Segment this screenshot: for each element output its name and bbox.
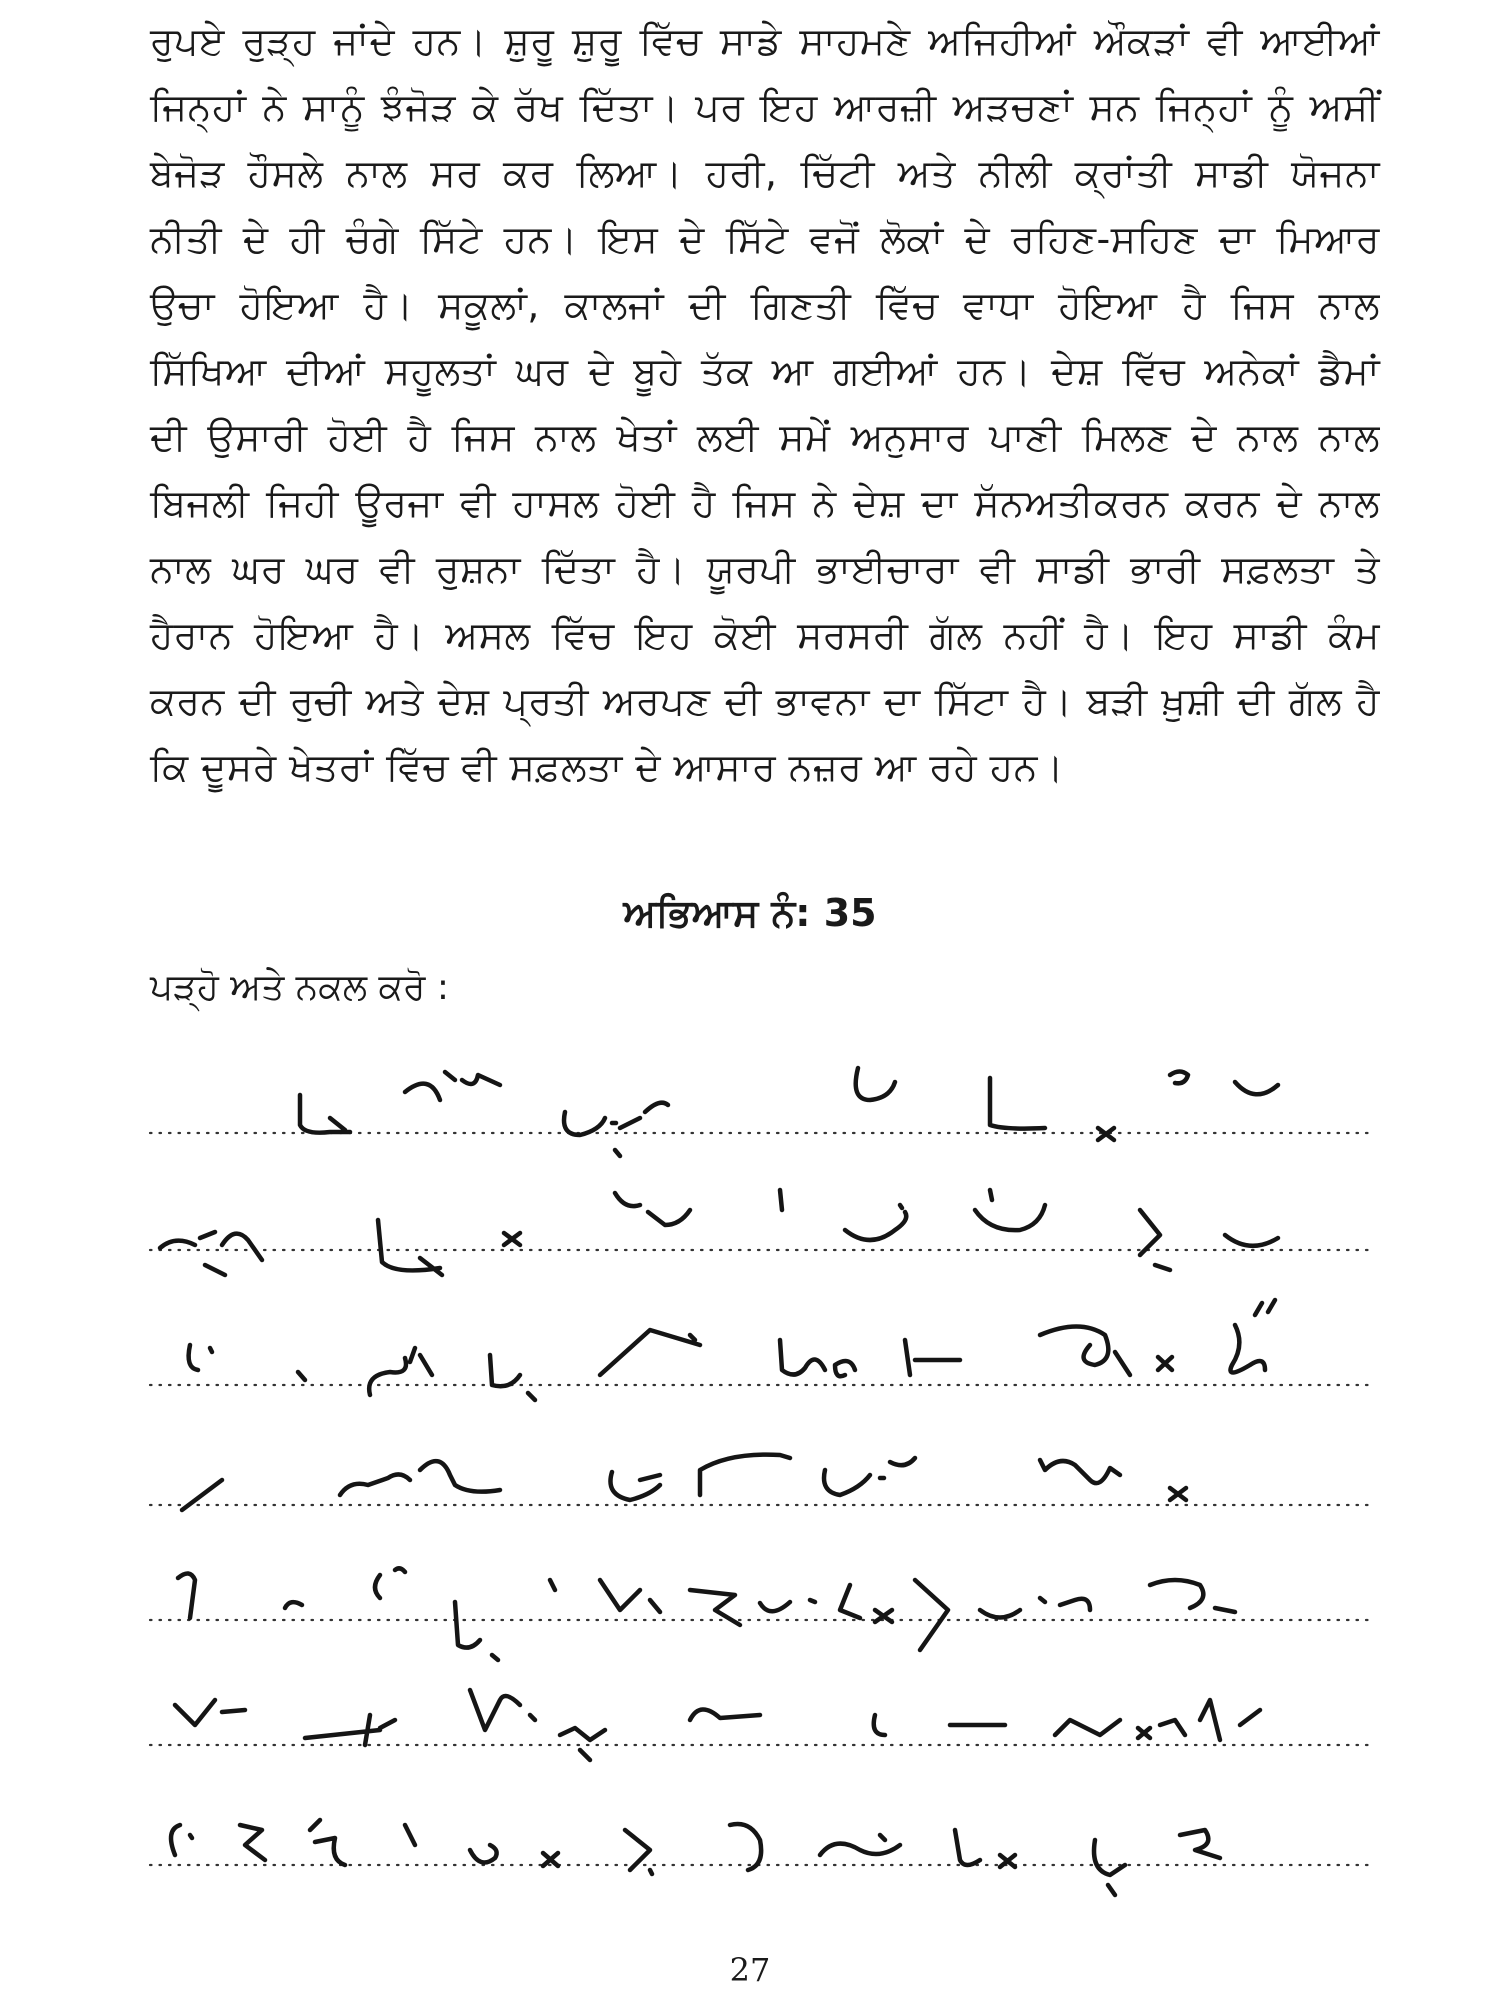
shorthand-outline (160, 1232, 262, 1275)
exercise-heading: ਅਭਿਆਸ ਨੰ: 35 (623, 891, 877, 935)
shorthand-outline (240, 1825, 265, 1860)
paragraph-line: ਸਿੱਖਿਆ ਦੀਆਂ ਸਹੂਲਤਾਂ ਘਰ ਦੇ ਬੂਹੇ ਤੱਕ ਆ ਗਈਆਂ ਹਨ। ਦੇਸ਼ ਵਿੱਚ ਅਨੇਕਾਂ ਡੈਮਾਂ (150, 349, 1380, 393)
shorthand-outline (840, 1585, 860, 1618)
shorthand-outline (189, 1345, 212, 1370)
paragraph-line: ਜਿਨ੍ਹਾਂ ਨੇ ਸਾਨੂੰ ਝੰਜੋੜ ਕੇ ਰੱਖ ਦਿੱਤਾ। ਪਰ ਇਹ ਆਰਜ਼ੀ ਅੜਚਣਾਂ ਸਨ ਜਿਨ੍ਹਾਂ ਨੂੰ ਅਸੀਂ (150, 85, 1380, 129)
shorthand-outline (375, 1568, 405, 1598)
shorthand-outline (780, 1190, 782, 1210)
shorthand-outline (1225, 1235, 1278, 1246)
shorthand-outline (490, 1355, 535, 1400)
shorthand-outline (175, 1700, 245, 1725)
paragraph-line: ਨੀਤੀ ਦੇ ਹੀ ਚੰਗੇ ਸਿੱਟੇ ਹਨ। ਇਸ ਦੇ ਸਿੱਟੇ ਵਜੋਂ ਲੋਕਾਂ ਦੇ ਰਹਿਣ-ਸਹਿਣ ਦਾ ਮਿਆਰ (150, 217, 1380, 261)
shorthand-outline (1040, 1460, 1120, 1483)
shorthand-outline (405, 1825, 415, 1845)
paragraph-line: ਹੈਰਾਨ ਹੋਇਆ ਹੈ। ਅਸਲ ਵਿੱਚ ਇਹ ਕੋਈ ਸਰਸਰੀ ਗੱਲ ਨਹੀਂ ਹੈ। ਇਹ ਸਾਡੀ ਕੰਮ (150, 613, 1380, 657)
shorthand-outline (1150, 1580, 1235, 1612)
shorthand-outline (615, 1193, 690, 1225)
paragraph-line: ਰੁਪਏ ਰੁੜ੍ਹ ਜਾਂਦੇ ਹਨ। ਸ਼ੁਰੂ ਸ਼ੁਰੂ ਵਿੱਚ ਸਾਡੇ ਸਾਹਮਣੇ ਅਜਿਹੀਆਂ ਔਕੜਾਂ ਵੀ ਆਈਆਂ (150, 19, 1380, 63)
shorthand-outline (305, 1715, 395, 1745)
shorthand-outline (915, 1580, 948, 1650)
shorthand-outline (845, 1205, 906, 1240)
shorthand-outline (730, 1824, 761, 1870)
paragraph-line: ਬਿਜਲੀ ਜਿਹੀ ਊਰਜਾ ਵੀ ਹਾਸਲ ਹੋਈ ਹੈ ਜਿਸ ਨੇ ਦੇਸ਼ ਦਾ ਸੱਨਅਤੀਕਰਨ ਕਰਨ ਦੇ ਨਾਲ (150, 481, 1380, 525)
shorthand-outline (1230, 1300, 1275, 1373)
shorthand-outline (1055, 1720, 1120, 1735)
shorthand-outline (405, 1072, 500, 1100)
shorthand-outline (550, 1580, 555, 1590)
shorthand-outline (990, 1078, 1045, 1129)
shorthand-outline (369, 1348, 432, 1395)
paragraph-line: ਬੇਜੋੜ ਹੌਸਲੇ ਨਾਲ ਸਰ ਕਰ ਲਿਆ। ਹਰੀ, ਚਿੱਟੀ ਅਤੇ ਨੀਲੀ ਕ੍ਰਾਂਤੀ ਸਾਡੀ ਯੋਜਨਾ (150, 151, 1380, 195)
exercise-instruction: ਪੜ੍ਹੋ ਅਤੇ ਨਕਲ ਕਰੋ : (150, 967, 449, 1008)
shorthand-outline (610, 1472, 660, 1500)
shorthand-outline (760, 1600, 815, 1611)
shorthand-outline (820, 1835, 900, 1855)
shorthand-outline (824, 1458, 915, 1495)
shorthand-outline (600, 1330, 700, 1375)
paragraph-line: ਕਰਨ ਦੀ ਰੁਚੀ ਅਤੇ ਦੇਸ਼ ਪ੍ਰਤੀ ਅਰਪਣ ਦੀ ਭਾਵਨਾ ਦਾ ਸਿੱਟਾ ਹੈ। ਬੜੀ ਖ਼ੁਸ਼ੀ ਦੀ ਗੱਲ ਹੈ (150, 679, 1380, 723)
shorthand-outline (1180, 1830, 1220, 1858)
shorthand-outline (1170, 1488, 1186, 1500)
shorthand-outline (1235, 1082, 1278, 1094)
shorthand-outline (874, 1715, 885, 1735)
page-number: 27 (729, 1951, 771, 1989)
shorthand-outline (1160, 1720, 1185, 1735)
shorthand-outline (300, 1095, 350, 1133)
shorthand-outline (504, 1233, 520, 1245)
shorthand-outline (905, 1340, 960, 1375)
shorthand-outline (700, 1455, 790, 1495)
shorthand-outline (1140, 1210, 1170, 1270)
shorthand-outline (1040, 1327, 1130, 1376)
shorthand-outline (470, 1690, 535, 1730)
shorthand-outline (955, 1830, 980, 1865)
paragraph-line: ਦੀ ਉਸਾਰੀ ਹੋਈ ਹੈ ਜਿਸ ਨਾਲ ਖੇਤਾਂ ਲਈ ਸਮੇਂ ਅਨੁਸਾਰ ਪਾਣੀ ਮਿਲਣ ਦੇ ਨਾਲ ਨਾਲ (150, 415, 1380, 459)
shorthand-outline (1200, 1700, 1260, 1740)
shorthand-outline (470, 1845, 497, 1863)
shorthand-outline (975, 1190, 1045, 1230)
shorthand-outline (378, 1220, 442, 1275)
shorthand-outline (1094, 1840, 1125, 1895)
shorthand-outline (455, 1602, 498, 1660)
shorthand-outline (564, 1103, 668, 1156)
shorthand-outline (856, 1068, 895, 1100)
paragraph-line: ਨਾਲ ਘਰ ਘਰ ਵੀ ਰੁਸ਼ਨਾ ਦਿੱਤਾ ਹੈ। ਯੂਰਪੀ ਭਾਈਚਾਰਾ ਵੀ ਸਾਡੀ ਭਾਰੀ ਸਫ਼ਲਤਾ ਤੇ (150, 547, 1380, 591)
shorthand-outline (780, 1340, 855, 1376)
shorthand-outline (178, 1573, 195, 1618)
shorthand-outline (600, 1580, 660, 1612)
shorthand-outline (340, 1461, 500, 1495)
shorthand-outline (298, 1372, 305, 1380)
shorthand-outline (1158, 1357, 1172, 1370)
shorthand-outline (285, 1602, 302, 1608)
shorthand-outline (625, 1830, 652, 1874)
paragraph-line: ਉਚਾ ਹੋਇਆ ਹੈ। ਸਕੂਲਾਂ, ਕਾਲਜਾਂ ਦੀ ਗਿਣਤੀ ਵਿੱਚ ਵਾਧਾ ਹੋਇਆ ਹੈ ਜਿਸ ਨਾਲ (150, 283, 1380, 327)
shorthand-outline (690, 1590, 740, 1625)
shorthand-outline (980, 1598, 1090, 1618)
shorthand-outline (171, 1825, 192, 1855)
paragraph-line: ਕਿ ਦੂਸਰੇ ਖੇਤਰਾਂ ਵਿੱਚ ਵੀ ਸਫ਼ਲਤਾ ਦੇ ਆਸਾਰ ਨਜ਼ਰ ਆ ਰਹੇ ਹਨ। (150, 745, 1065, 789)
shorthand-outline (1138, 1728, 1150, 1738)
shorthand-outline (1170, 1072, 1188, 1084)
shorthand-outline (690, 1709, 760, 1720)
shorthand-outline (310, 1820, 345, 1865)
